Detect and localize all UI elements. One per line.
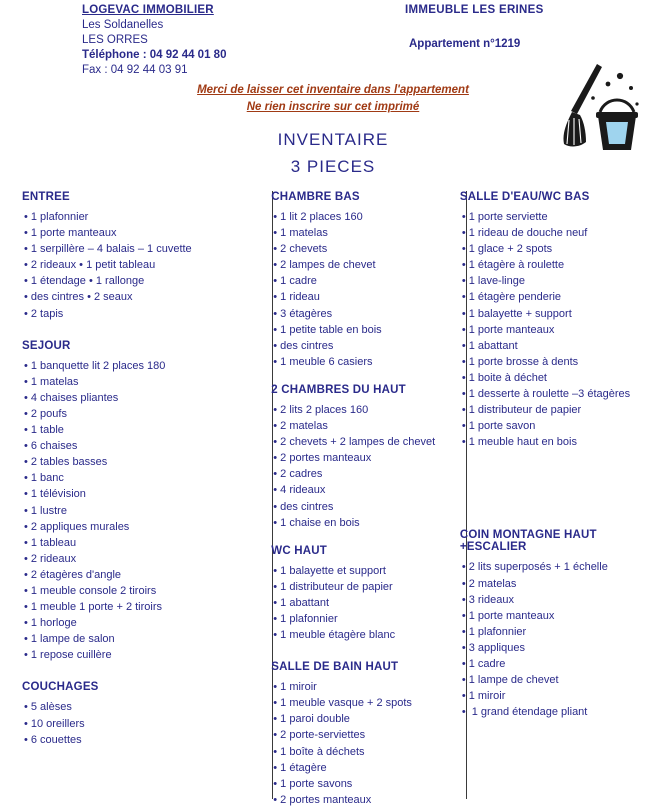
list-item: • 1 porte brosse à dents <box>461 355 579 368</box>
list-item: • 1 télévision <box>24 488 86 501</box>
broom-and-bucket-icon <box>536 58 644 154</box>
list-item: • 1 meuble étagère blanc <box>273 629 396 642</box>
building-name: IMMEUBLE LES ERINES <box>405 4 544 16</box>
agency-address-line1: Les Soldanelles <box>82 19 164 31</box>
agency-name: LOGEVAC IMMOBILIER <box>82 4 214 16</box>
item-list-chambre-bas <box>273 209 440 370</box>
list-item: • 1 étendage • 1 rallonge <box>24 275 145 288</box>
list-item: • 1 distributeur de papier <box>461 404 582 417</box>
item-list-couchages <box>24 699 251 747</box>
list-item: • 2 chevets + 2 lampes de chevet <box>273 436 436 449</box>
list-item: • 1 plafonnier <box>461 625 527 638</box>
list-item: • 1 porte manteaux <box>461 609 555 622</box>
list-item: • 4 chaises pliantes <box>24 391 119 404</box>
list-item: • 2 portes manteaux <box>273 452 372 465</box>
list-item: • 2 porte-serviettes <box>273 729 366 742</box>
apartment-number: Appartement n°1219 <box>409 38 521 50</box>
list-item: • 1 paroi double <box>273 713 350 726</box>
list-item: • 2 rideaux • 1 petit tableau <box>24 259 156 272</box>
list-item: • 1 cadre <box>461 657 506 670</box>
list-item: • 2 étagères d'angle <box>24 568 122 581</box>
list-item: • 1 meuble haut en bois <box>461 436 577 449</box>
list-item: • 2 poufs <box>24 407 67 420</box>
section-heading-salle-eau-wc-bas: SALLE D'EAU/WC BAS <box>459 191 590 203</box>
building-block <box>405 4 625 50</box>
title-line-2: 3 PIECES <box>290 157 376 176</box>
list-item: • 1 repose cuillère <box>24 649 112 662</box>
list-item: • 1 plafonnier <box>24 211 89 223</box>
list-item: • 1 meuble vasque + 2 spots <box>273 697 412 710</box>
list-item: • 1 porte serviette <box>461 211 548 223</box>
list-item: • 1 boîte à déchets <box>273 745 365 758</box>
section-heading-coin-montagne: COIN MONTAGNE HAUT +ESCALIER <box>459 529 597 554</box>
list-item: • 1 miroir <box>273 681 317 694</box>
list-item: • 1 lave-linge <box>461 275 525 288</box>
list-item: • 1 serpillère – 4 balais – 1 cuvette <box>24 243 192 256</box>
list-item: • 2 appliques murales <box>24 520 130 533</box>
list-item: • 1 distributeur de papier <box>273 580 393 593</box>
list-item: • 1 tableau <box>24 536 77 549</box>
list-item: • 1 cadre <box>273 275 317 288</box>
list-item: • 3 appliques <box>461 641 525 654</box>
section-heading-chambre-bas: CHAMBRE BAS <box>271 191 360 203</box>
list-item: • 1 étagère à roulette <box>461 259 565 272</box>
list-item: • 1 lit 2 places 160 <box>273 211 363 223</box>
list-item: • 1 porte manteaux <box>24 227 117 240</box>
section-heading-wc-haut: WC HAUT <box>271 544 327 557</box>
list-item: • 6 couettes <box>24 733 82 746</box>
list-item: • 1 porte savons <box>273 777 353 790</box>
list-item: • 1 lampe de chevet <box>461 674 559 687</box>
list-item: • 1 rideau <box>273 291 320 304</box>
title-line-1: INVENTAIRE <box>277 130 389 149</box>
list-item: • 4 rideaux <box>273 484 326 497</box>
list-item: • 1 lampe de salon <box>24 633 115 646</box>
item-list-sejour <box>24 358 251 664</box>
list-item: • 1 chaise en bois <box>273 516 360 529</box>
list-item: • 1 abattant <box>273 596 330 609</box>
list-item: • 1 abattant <box>461 339 518 352</box>
column-right <box>450 191 658 799</box>
inventory-columns <box>0 191 666 806</box>
list-item: • 1 rideau de douche neuf <box>461 227 588 240</box>
list-item: • des cintres <box>273 339 334 352</box>
agency-phone: Téléphone : 04 92 44 01 80 <box>82 49 227 61</box>
list-item: • 1 banc <box>24 472 64 485</box>
list-item: • 6 chaises <box>24 440 78 453</box>
list-item: • 2 lampes de chevet <box>273 259 376 272</box>
notice-line-1: Merci de laisser cet inventaire dans l'appartement <box>197 84 469 96</box>
list-item: • des cintres • 2 seaux <box>24 291 133 304</box>
list-item: • 1 meuble 1 porte + 2 tiroirs <box>24 601 163 614</box>
section-heading-chambres-haut: 2 CHAMBRES DU HAUT <box>271 383 406 396</box>
item-list-chambres-haut <box>273 402 440 531</box>
section-heading-sejour: SEJOUR <box>22 339 71 352</box>
list-item: • 3 étagères <box>273 307 333 320</box>
section-heading-couchages: COUCHAGES <box>22 681 99 694</box>
list-item: • 1 plafonnier <box>273 612 338 625</box>
list-item: • 5 alèses <box>24 701 72 714</box>
list-item: • 2 cadres <box>273 468 323 481</box>
section-heading-salle-bain-haut: SALLE DE BAIN HAUT <box>271 661 399 674</box>
list-item: • 2 lits 2 places 160 <box>273 403 369 416</box>
section-heading-entree: ENTREE <box>22 191 70 203</box>
list-item: • 2 lits superposés + 1 échelle <box>461 561 608 574</box>
list-item: • 1 petite table en bois <box>273 323 382 336</box>
list-item: • 10 oreillers <box>24 717 85 730</box>
list-item: • 1 grand étendage pliant <box>461 706 588 719</box>
agency-block <box>82 4 382 76</box>
list-item: • 1 banquette lit 2 places 180 <box>24 359 166 372</box>
item-list-entree <box>24 209 251 322</box>
list-item: • 1 balayette + support <box>461 307 572 320</box>
item-list-salle-bain-haut <box>273 679 440 808</box>
list-item: • 2 chevets <box>273 243 328 256</box>
list-item: • 1 glace + 2 spots <box>461 243 553 256</box>
list-item: • 1 meuble 6 casiers <box>273 355 373 368</box>
list-item: • 1 balayette et support <box>273 564 386 577</box>
list-item: • 2 portes manteaux <box>273 793 372 806</box>
list-item: • 2 tapis <box>24 307 64 320</box>
list-item: • des cintres <box>273 500 334 513</box>
list-item: • 1 matelas <box>24 375 79 388</box>
column-middle <box>261 191 450 806</box>
list-item: • 3 rideaux <box>461 593 514 606</box>
item-list-salle-eau-wc-bas <box>462 209 648 450</box>
list-item: • 1 lustre <box>24 504 67 517</box>
notice-line-2: Ne rien inscrire sur cet imprimé <box>246 101 420 113</box>
agency-city: LES ORRES <box>82 34 148 46</box>
list-item: • 2 tables basses <box>24 456 108 469</box>
list-item: • 1 étagère <box>273 761 327 774</box>
list-item: • 1 porte savon <box>461 420 536 433</box>
list-item: • 1 boite à déchet <box>461 371 547 384</box>
list-item: • 2 matelas <box>273 420 328 433</box>
column-left <box>12 191 261 799</box>
agency-fax: Fax : 04 92 44 03 91 <box>82 64 188 76</box>
list-item: • 1 table <box>24 424 64 437</box>
list-item: • 1 desserte à roulette –3 étagères <box>461 388 631 401</box>
list-item: • 1 meuble console 2 tiroirs <box>24 584 157 597</box>
list-item: • 1 porte manteaux <box>461 323 555 336</box>
list-item: • 1 matelas <box>273 227 328 240</box>
list-item: • 1 horloge <box>24 617 77 630</box>
list-item: • 2 matelas <box>461 577 517 590</box>
list-item: • 1 miroir <box>461 690 506 703</box>
list-item: • 1 étagère penderie <box>461 291 562 304</box>
item-list-coin-montagne <box>462 559 648 720</box>
item-list-wc-haut <box>273 563 440 643</box>
document-header <box>0 0 666 128</box>
list-item: • 2 rideaux <box>24 552 77 565</box>
